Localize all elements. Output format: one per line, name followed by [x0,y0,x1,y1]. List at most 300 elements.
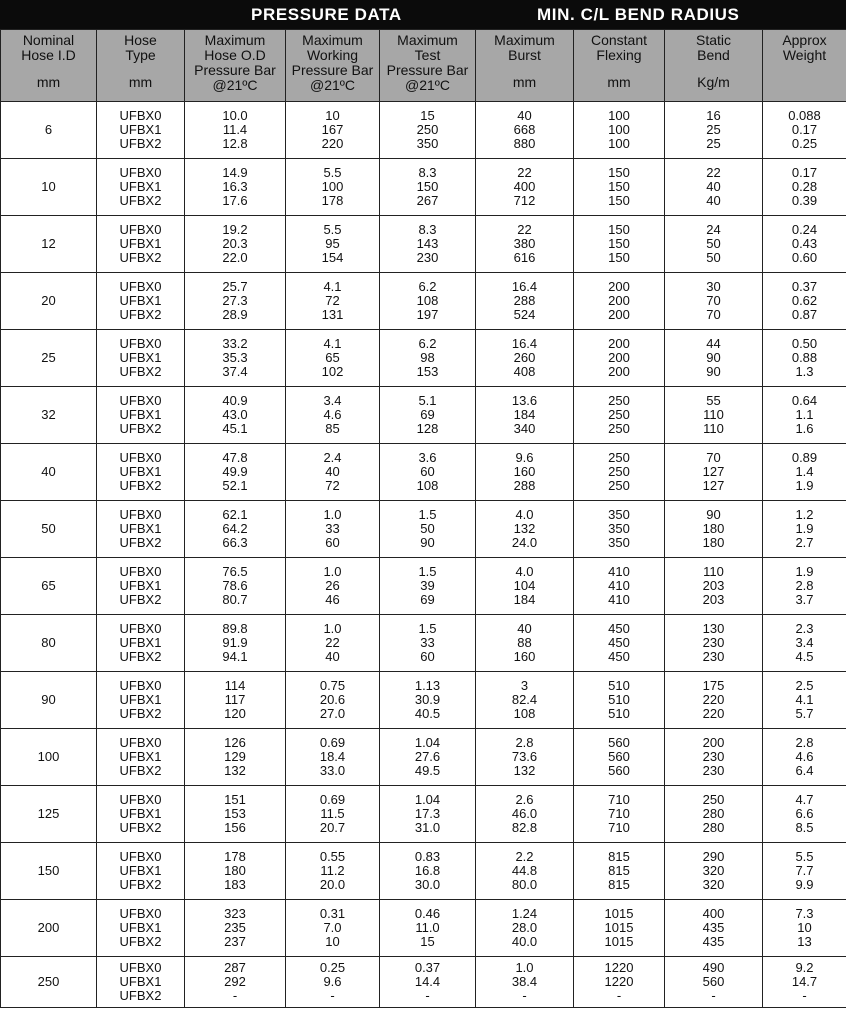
cell-value: 0.17 [791,122,818,137]
cell-test [380,957,476,1008]
cell-test [380,786,476,843]
cell-od [185,957,286,1008]
cell-value: 1.0 [323,507,342,522]
cell-nominal-id: 10 [1,159,97,216]
cell-value: 82.8 [511,820,538,835]
cell-test [380,159,476,216]
cell-value: 28.9 [222,307,248,322]
cell-value: 20.0 [319,877,346,892]
cell-value: 4.7 [795,792,814,807]
cell-value: 72 [325,478,340,493]
cell-value: 230 [416,250,439,265]
cell-value: 55 [706,393,721,408]
cell-flexing [574,387,665,444]
cell-value: 33.0 [319,763,346,778]
cell-test [380,444,476,501]
cell-burst [476,786,574,843]
cell-value: 1.24 [511,906,538,921]
cell-value: 8.3 [418,165,437,180]
cell-value: 0.89 [791,450,818,465]
cell-working [286,672,380,729]
cell-value: 100 [608,122,630,137]
cell-burst [476,957,574,1008]
header-line: Maximum [397,32,458,48]
cell-value: 108 [513,706,536,721]
cell-value: 350 [416,136,439,151]
cell-value: 1.0 [323,621,342,636]
cell-value: 0.37 [791,279,818,294]
cell-nominal-id: 65 [1,558,97,615]
cell-value: UFBX0 [119,336,162,351]
cell-value: 19.2 [222,222,248,237]
cell-value: 22.0 [222,250,248,265]
header-approx-weight [763,30,846,102]
cell-value: 2.6 [515,792,534,807]
cell-value: 40 [517,621,532,636]
cell-working [286,501,380,558]
cell-value: 66.3 [222,535,248,550]
cell-types [97,330,185,387]
cell-value: 150 [608,250,630,265]
cell-value: 102 [321,364,344,379]
cell-value: 815 [608,863,630,878]
cell-od [185,729,286,786]
cell-value: 47.8 [222,450,248,465]
cell-value: 9.2 [795,960,814,975]
cell-value: UFBX0 [119,507,162,522]
cell-weight [763,672,846,729]
cell-burst [476,102,574,159]
cell-value: 22 [517,165,532,180]
cell-value: 25.7 [222,279,248,294]
cell-test [380,330,476,387]
cell-value: 230 [702,649,725,664]
cell-value: 292 [224,974,246,989]
cell-value: UFBX2 [119,649,162,664]
cell-value: 200 [608,279,630,294]
cell-types [97,273,185,330]
cell-value: 70 [706,307,721,322]
cell-nominal-id: 12 [1,216,97,273]
table-row [1,786,846,843]
cell-value: 1.5 [418,564,437,579]
cell-value: 1.1 [795,407,814,422]
cell-flexing [574,729,665,786]
cell-value: 2.8 [515,735,534,750]
cell-value: 8.5 [795,820,814,835]
header-burst [476,30,574,102]
cell-value: 85 [325,421,340,436]
cell-value: 7.0 [323,920,342,935]
cell-value: UFBX2 [119,250,162,265]
cell-value: UFBX2 [119,877,162,892]
cell-value: 710 [608,792,630,807]
cell-value: 108 [416,478,439,493]
header-line: Hose I.D [21,47,76,63]
cell-test [380,387,476,444]
cell-value: UFBX0 [119,564,162,579]
cell-value: 90 [420,535,435,550]
cell-value: UFBX1 [119,920,162,935]
header-line: Weight [782,47,827,63]
cell-value: 14.7 [791,974,818,989]
cell-value: 15 [420,108,435,123]
cell-value: 9.6 [323,974,342,989]
cell-value: 1.6 [795,421,814,436]
cell-value: 45.1 [222,421,248,436]
cell-value: UFBX1 [119,521,162,536]
cell-value: 65 [325,350,340,365]
cell-value: 350 [608,521,630,536]
cell-value: 62.1 [222,507,248,522]
cell-static [665,159,763,216]
cell-value: 14.9 [222,165,248,180]
header-line: Approx [782,32,827,48]
cell-value: 150 [608,165,630,180]
cell-value: 712 [513,193,536,208]
cell-types [97,159,185,216]
table-row [1,729,846,786]
cell-value: 616 [513,250,536,265]
cell-types [97,501,185,558]
header-line: Bend [697,47,730,63]
header-row [1,30,846,102]
cell-value: UFBX0 [119,960,162,975]
cell-test [380,501,476,558]
header-line: Hose O.D [204,47,266,63]
cell-value: 0.50 [791,336,818,351]
table-row [1,501,846,558]
cell-value: 16.4 [511,336,538,351]
cell-value: UFBX0 [119,906,162,921]
cell-weight [763,729,846,786]
cell-value: 7.3 [795,906,814,921]
cell-value: 6.2 [418,336,437,351]
cell-value: UFBX2 [119,706,162,721]
cell-value: 490 [702,960,725,975]
cell-value: 11.4 [222,122,248,137]
cell-value: 250 [608,450,630,465]
cell-value: 4.1 [795,692,814,707]
cell-working [286,444,380,501]
cell-value: 110 [703,421,724,436]
cell-value: 230 [702,749,725,764]
cell-value: 4.1 [323,336,342,351]
cell-types [97,387,185,444]
cell-value: 33.2 [222,336,248,351]
cell-value: 220 [702,706,725,721]
cell-value: 815 [608,849,630,864]
cell-value: 380 [513,236,536,251]
cell-value: 40.5 [414,706,441,721]
cell-value: 400 [702,906,725,921]
cell-burst [476,444,574,501]
cell-od [185,273,286,330]
cell-value: UFBX0 [119,450,162,465]
cell-value: 1015 [604,920,634,935]
cell-value: UFBX1 [119,635,162,650]
cell-burst [476,387,574,444]
cell-test [380,273,476,330]
cell-value: 16.3 [222,179,248,194]
cell-weight [763,159,846,216]
cell-value: 3.4 [795,635,814,650]
bend-radius-title: MIN. C/L BEND RADIUS [537,5,740,24]
cell-value: 13 [797,934,812,949]
header-line: Type [125,47,156,63]
cell-value: 5.5 [323,222,342,237]
cell-value: 78.6 [222,578,248,593]
cell-value: 150 [608,222,630,237]
cell-value: 95 [325,236,340,251]
cell-burst [476,615,574,672]
cell-value: 1.4 [795,464,814,479]
cell-value: UFBX2 [119,535,162,550]
cell-static [665,102,763,159]
table-row [1,843,846,900]
cell-flexing [574,957,665,1008]
cell-value: 27.3 [222,293,248,308]
header-static-bend [665,30,763,102]
cell-working [286,216,380,273]
table-row [1,957,846,1008]
cell-value: 290 [702,849,725,864]
cell-value: 450 [608,649,630,664]
cell-flexing [574,216,665,273]
cell-value: 815 [608,877,630,892]
cell-value: UFBX2 [119,592,162,607]
cell-nominal-id: 250 [1,957,97,1008]
cell-value: 90 [706,507,721,522]
cell-working [286,102,380,159]
cell-nominal-id: 150 [1,843,97,900]
cell-value: 72 [325,293,340,308]
cell-value: 0.87 [791,307,818,322]
cell-value: - [711,988,716,1003]
cell-value: 323 [224,906,246,921]
cell-value: 100 [321,179,344,194]
cell-value: 11.2 [320,863,345,878]
cell-value: 2.8 [795,578,814,593]
cell-value: 22 [325,635,340,650]
cell-value: 153 [224,806,246,821]
cell-value: 4.0 [515,507,534,522]
cell-value: 50 [706,236,721,251]
cell-value: UFBX0 [119,621,162,636]
cell-value: 2.2 [515,849,534,864]
cell-value: 3.4 [323,393,342,408]
cell-value: 151 [224,792,246,807]
cell-value: 50 [706,250,721,265]
cell-test [380,558,476,615]
cell-value: UFBX2 [119,136,162,151]
cell-types [97,216,185,273]
cell-value: 60 [420,649,435,664]
header-hose-type [97,30,185,102]
cell-value: 0.88 [791,350,818,365]
cell-value: 2.8 [795,735,814,750]
cell-value: 220 [702,692,725,707]
cell-value: 175 [702,678,725,693]
cell-value: 27.0 [319,706,346,721]
cell-weight [763,843,846,900]
cell-value: 0.24 [791,222,818,237]
cell-working [286,387,380,444]
cell-value: 320 [702,863,725,878]
cell-value: UFBX2 [119,763,162,778]
cell-nominal-id: 100 [1,729,97,786]
cell-value: UFBX1 [119,236,162,251]
cell-static [665,558,763,615]
cell-value: UFBX0 [119,222,162,237]
cell-value: 7.7 [795,863,814,878]
cell-value: 0.17 [791,165,818,180]
cell-value: 0.69 [319,735,346,750]
cell-value: UFBX2 [119,193,162,208]
cell-value: 70 [706,293,721,308]
cell-value: 0.28 [791,179,818,194]
cell-value: UFBX1 [119,293,162,308]
cell-value: 230 [702,635,725,650]
cell-weight [763,102,846,159]
cell-weight [763,387,846,444]
cell-nominal-id: 25 [1,330,97,387]
cell-value: - [330,988,335,1003]
cell-value: 150 [608,193,630,208]
cell-value: 0.55 [319,849,346,864]
cell-weight [763,444,846,501]
cell-value: 0.64 [791,393,818,408]
cell-value: 82.4 [511,692,538,707]
cell-value: - [425,988,430,1003]
cell-value: 524 [513,307,536,322]
cell-burst [476,330,574,387]
cell-od [185,444,286,501]
cell-od [185,558,286,615]
cell-value: 98 [420,350,435,365]
cell-value: 64.2 [222,521,248,536]
table-row [1,672,846,729]
cell-value: 510 [608,678,630,693]
header-unit: mm [128,74,153,90]
cell-value: 3 [520,678,529,693]
cell-weight [763,957,846,1008]
cell-value: 9.9 [795,877,814,892]
cell-value: 35.3 [222,350,248,365]
cell-value: 38.4 [511,974,538,989]
cell-value: 90 [706,350,721,365]
cell-value: 5.7 [795,706,814,721]
cell-value: 4.5 [795,649,814,664]
cell-value: 12.8 [222,136,248,151]
cell-value: 10 [325,108,340,123]
cell-value: 4.0 [515,564,534,579]
cell-flexing [574,786,665,843]
cell-od [185,387,286,444]
cell-value: 0.75 [319,678,346,693]
cell-od [185,786,286,843]
cell-working [286,615,380,672]
cell-flexing [574,330,665,387]
cell-value: 6.2 [418,279,437,294]
cell-value: 22 [517,222,532,237]
cell-value: 30 [706,279,721,294]
cell-value: 1.9 [795,478,814,493]
cell-value: 69 [420,592,435,607]
cell-value: 250 [608,407,630,422]
cell-value: 40 [325,649,340,664]
cell-working [286,273,380,330]
cell-value: 129 [224,749,246,764]
cell-burst [476,501,574,558]
cell-value: 24 [706,222,721,237]
cell-value: 110 [703,564,724,579]
cell-value: 1.5 [418,621,437,636]
cell-value: 31.0 [414,820,441,835]
cell-value: 0.31 [319,906,346,921]
cell-value: 400 [513,179,536,194]
cell-value: - [232,988,238,1003]
cell-value: 180 [702,535,725,550]
cell-value: 127 [702,464,725,479]
cell-value: 39 [420,578,435,593]
cell-value: 410 [608,592,630,607]
cell-value: 1015 [604,906,634,921]
header-constant-flexing [574,30,665,102]
cell-value: 237 [224,934,246,949]
cell-types [97,672,185,729]
cell-value: 160 [513,464,536,479]
cell-value: 20.6 [319,692,346,707]
cell-value: 350 [608,507,630,522]
cell-value: 200 [702,735,725,750]
cell-value: 1.9 [795,564,814,579]
cell-value: UFBX0 [119,108,162,123]
cell-value: 167 [321,122,344,137]
cell-static [665,957,763,1008]
cell-value: 200 [608,293,630,308]
cell-value: 73.6 [511,749,538,764]
cell-value: 184 [513,592,536,607]
cell-value: 203 [702,592,725,607]
cell-value: UFBX1 [119,974,162,989]
cell-value: 40.9 [222,393,248,408]
cell-value: 40 [706,179,721,194]
cell-value: 1.0 [323,564,342,579]
header-line: Maximum [302,32,363,48]
cell-value: 153 [416,364,439,379]
cell-value: UFBX0 [119,678,162,693]
cell-value: UFBX2 [119,934,162,949]
cell-value: 114 [224,678,246,693]
cell-value: 1220 [604,960,634,975]
cell-value: 16 [706,108,721,123]
cell-value: 1.13 [414,678,441,693]
cell-value: 0.39 [791,193,818,208]
cell-value: UFBX1 [119,806,162,821]
cell-value: 1.04 [414,792,441,807]
cell-value: UFBX1 [119,179,162,194]
cell-od [185,501,286,558]
cell-value: 1.04 [414,735,441,750]
cell-value: 0.43 [791,236,818,251]
table-row [1,387,846,444]
cell-value: UFBX0 [119,279,162,294]
cell-working [286,957,380,1008]
cell-value: 110 [703,407,724,422]
cell-value: 154 [321,250,344,265]
cell-types [97,957,185,1008]
